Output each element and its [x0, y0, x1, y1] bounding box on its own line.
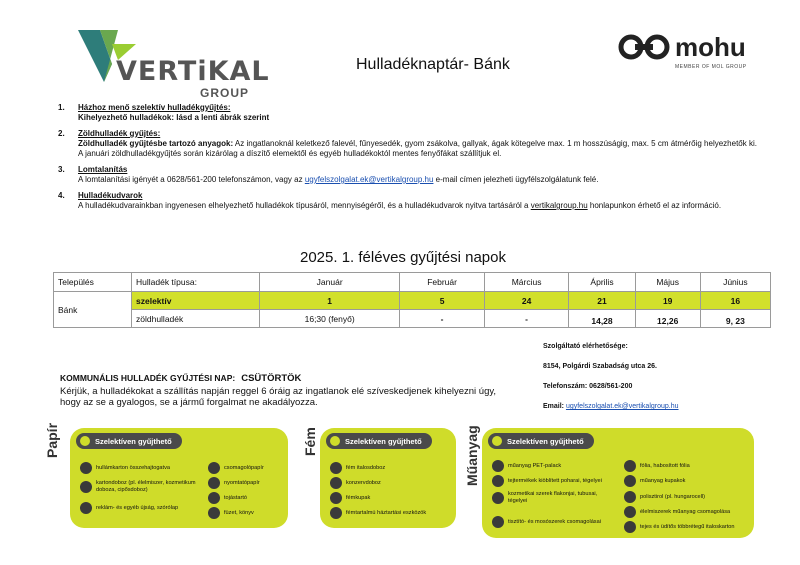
date-cell: 12,26 — [635, 310, 700, 328]
check-icon — [492, 436, 502, 446]
section-heading: Lomtalanítás — [78, 165, 128, 174]
website-link[interactable]: vertikalgroup.hu — [530, 201, 588, 210]
section-number: 2. — [58, 129, 65, 138]
section-text — [78, 201, 778, 211]
yogurt-cup-icon — [492, 475, 504, 487]
waste-type-cell: szelektív — [132, 292, 260, 310]
date-cell: 21 — [569, 292, 635, 310]
date-cell: - — [484, 310, 569, 328]
mohu-infinity-icon — [617, 32, 673, 62]
metal-card — [320, 428, 456, 528]
bin-item: reklám- és egyéb újság, szórólap — [80, 502, 205, 514]
vertikal-group-text: GROUP — [200, 86, 250, 100]
schedule-table — [53, 272, 771, 328]
table-header: Június — [700, 273, 770, 292]
contact-email-line — [543, 402, 679, 412]
section-text-1: Az ingatlanoknál keletkező falevél, fűnyesedék, gyom zsákolva, gallyak, ágak kötegelve max. 1 m hosszúságig, max. 5 cm átmérőig helyezhetők ki. — [233, 139, 757, 148]
vertikal-logo — [78, 30, 270, 100]
drink-carton-icon — [624, 521, 636, 533]
bin-item: fémkupak — [330, 492, 452, 504]
section-bulky-waste — [58, 165, 778, 185]
box-icon — [80, 462, 92, 474]
paper-card — [70, 428, 288, 528]
card-header-text: Szelektíven gyűjthető — [345, 436, 422, 446]
printer-paper-icon — [208, 477, 220, 489]
tin-icon — [330, 477, 342, 489]
check-icon — [80, 436, 90, 446]
info-sections — [58, 103, 778, 217]
mohu-wordmark: mohu — [675, 32, 746, 62]
table-header: Május — [635, 273, 700, 292]
card-header — [76, 433, 182, 449]
page-title: Hulladéknaptár- Bánk — [356, 56, 510, 73]
communal-label: KOMMUNÁLIS HULLADÉK GYŰJTÉSI NAP: — [60, 373, 236, 383]
cosmetic-bottle-icon — [492, 492, 504, 504]
section-number: 1. — [58, 103, 65, 112]
section-text-pre: A lomtalanítási igényét a 0628/561-200 telefonszámon, vagy az — [78, 175, 305, 184]
bin-item: tojástartó — [208, 492, 286, 504]
paper-label: Papír — [44, 422, 60, 458]
can-icon — [330, 462, 342, 474]
bin-item: kozmetikai szerek flakonjai, tubusai, tégelyei — [492, 491, 612, 505]
food-package-icon — [624, 506, 636, 518]
section-bold-lead: Zöldhulladék gyűjtésbe tartozó anyagok: — [78, 139, 234, 148]
bin-item: műanyag kupakok — [624, 475, 750, 487]
section-number: 4. — [58, 191, 65, 200]
bin-item: konzervdoboz — [330, 477, 452, 489]
bin-item: fólia, habosított fólia — [624, 460, 750, 472]
section-green-waste — [58, 129, 778, 159]
vertikal-wordmark: VERTiKAL — [116, 56, 270, 87]
bin-item: csomagolópapír — [208, 462, 286, 474]
section-text-2: A januári zöldhulladékgyűjtés során kizárólag a díszítő elemektől és egyéb hulladékoktól mentes fenyőfákat szállítjuk el. — [78, 149, 502, 158]
section-heading: Zöldhulladék gyűjtés: — [78, 129, 161, 138]
bin-item: fém italosdoboz — [330, 462, 452, 474]
section-text-post: e-mail címen jelezheti ügyfélszolgálatunk felé. — [433, 175, 599, 184]
contact-email-link[interactable]: ugyfelszolgalat.ek@vertikalgroup.hu — [565, 403, 679, 410]
section-text — [78, 139, 778, 149]
table-row — [54, 310, 771, 328]
schedule-title: 2025. 1. féléves gyűjtési napok — [300, 249, 506, 266]
waste-type-cell: zöldhulladék — [132, 310, 260, 328]
bottle-icon — [492, 460, 504, 472]
foil-icon — [624, 460, 636, 472]
bin-item: fémtartalmú háztartási eszközök — [330, 507, 452, 519]
plastic-label: Műanyag — [464, 425, 480, 486]
metal-label: Fém — [302, 427, 318, 456]
section-text-pre: A hulladékudvarainkban ingyenesen elhelyezhető hulladékok típusáról, mennyiségéről, és a hulladékudvarok nyitva tartásáról a — [78, 201, 531, 210]
mohu-subtitle: MEMBER OF MOL GROUP — [675, 64, 747, 70]
table-header: Március — [484, 273, 569, 292]
cap-icon — [330, 492, 342, 504]
bin-item: kartondoboz (pl. élelmiszer, kozmetikum doboza, cipősdoboz) — [80, 480, 205, 494]
card-header-text: Szelektíven gyűjthető — [507, 436, 584, 446]
settlement-cell: Bánk — [54, 292, 132, 328]
table-header: Február — [400, 273, 485, 292]
table-row — [54, 292, 771, 310]
plastic-card — [482, 428, 754, 538]
section-text-post: honlapunkon érhető el az információ. — [587, 201, 722, 210]
carton-icon — [80, 481, 92, 493]
placement-notice: Kérjük, a hulladékokat a szállítás napján reggel 6 óráig az ingatlanok elé szíveskedjenek kihelyezni úgy, hogy az se a gyalogos, se a jármű forgalmat ne akadályozza. — [60, 386, 497, 408]
section-heading: Hulladékudvarok — [78, 191, 143, 200]
table-header: Hulladék típusa: — [132, 273, 260, 292]
bottle-cap-icon — [624, 475, 636, 487]
date-cell: 16;30 (fenyő) — [260, 310, 400, 328]
table-header: Április — [569, 273, 635, 292]
communal-day: CSÜTÖRTÖK — [241, 373, 302, 384]
newspaper-icon — [80, 502, 92, 514]
bin-item: tejes és üdítős többrétegű italoskarton — [624, 521, 750, 533]
section-waste-yards — [58, 191, 778, 211]
date-cell: 16 — [700, 292, 770, 310]
date-cell: 19 — [635, 292, 700, 310]
egg-carton-icon — [208, 492, 220, 504]
date-cell: 9, 23 — [700, 310, 770, 328]
bin-item: élelmiszerek műanyag csomagolása — [624, 506, 750, 518]
contact-block — [543, 342, 679, 422]
table-header: Január — [260, 273, 400, 292]
card-header — [326, 433, 432, 449]
bin-item: polisztirol (pl. hungarocell) — [624, 491, 750, 503]
card-header-text: Szelektíven gyűjthető — [95, 436, 172, 446]
bin-item: nyomtatópapír — [208, 477, 286, 489]
bin-item: tejtermékek kiöblített poharai, tégelyei — [492, 475, 622, 487]
bin-item: tisztító- és mosószerek csomagolásai — [492, 516, 622, 528]
date-cell: 24 — [484, 292, 569, 310]
section-heading: Házhoz menő szelektív hulladékgyűjtés: — [78, 103, 231, 112]
date-cell: - — [400, 310, 485, 328]
date-cell: 5 — [400, 292, 485, 310]
contact-email-label: Email: — [543, 403, 566, 410]
mohu-logo — [617, 30, 777, 70]
section-text — [78, 175, 778, 185]
card-header — [488, 433, 594, 449]
bin-item: műanyag PET-palack — [492, 460, 622, 472]
section-number: 3. — [58, 165, 65, 174]
detergent-icon — [492, 516, 504, 528]
contact-phone: Telefonszám: 0628/561-200 — [543, 383, 633, 390]
contact-address: 8154, Polgárdi Szabadság utca 26. — [543, 363, 657, 370]
section-text: Kihelyezhető hulladékok: lásd a lenti ábrák szerint — [78, 113, 270, 122]
book-icon — [208, 507, 220, 519]
table-header: Település — [54, 273, 132, 292]
email-link[interactable]: ugyfelszolgalat.ek@vertikalgroup.hu — [304, 175, 434, 184]
date-cell: 14,28 — [569, 310, 635, 328]
wrapping-paper-icon — [208, 462, 220, 474]
table-header-row — [54, 273, 771, 292]
section-selective — [58, 103, 778, 123]
communal-waste-line — [60, 373, 301, 384]
polystyrene-icon — [624, 491, 636, 503]
pot-icon — [330, 507, 342, 519]
check-icon — [330, 436, 340, 446]
bin-item: hullámkarton összehajtogatva — [80, 462, 205, 474]
contact-heading: Szolgáltató elérhetősége: — [543, 343, 628, 350]
date-cell: 1 — [260, 292, 400, 310]
bin-item: füzet, könyv — [208, 507, 286, 519]
